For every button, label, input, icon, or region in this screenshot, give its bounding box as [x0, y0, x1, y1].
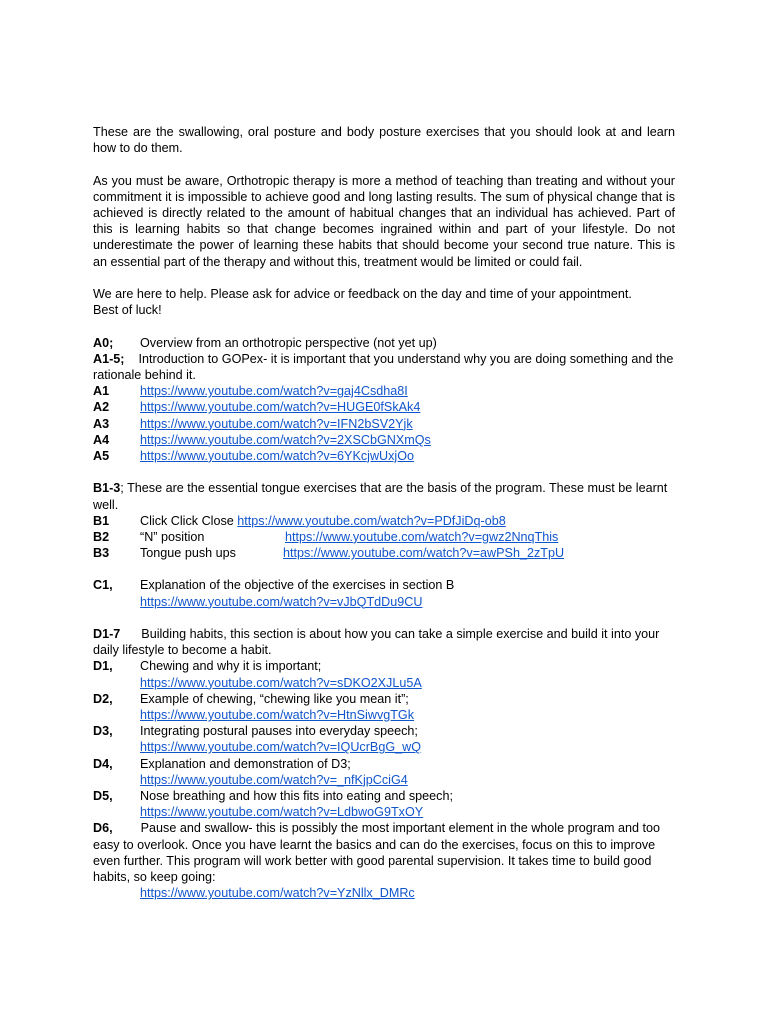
b-item-key: B3: [93, 546, 110, 561]
d3-link[interactable]: https://www.youtube.com/watch?v=IQUcrBgG_wQ: [140, 740, 422, 755]
intro-paragraph-4: Best of luck!: [93, 303, 162, 318]
d-item-key: D1,: [93, 659, 113, 674]
a-item-row: [93, 383, 675, 399]
d-item-row: [93, 756, 675, 772]
a-item-key: A3: [93, 416, 110, 431]
d1-7-key: D1-7: [93, 627, 121, 642]
d1-link[interactable]: https://www.youtube.com/watch?v=sDKO2XJLu5A: [140, 675, 422, 690]
d6-key: D6,: [93, 821, 113, 836]
b1-3-text: ; These are the essential tongue exercises that are the basis of the program. These must be learnt well.: [93, 481, 668, 512]
d6-line: [93, 820, 675, 885]
d1-7-text: Building habits, this section is about how you can take a simple exercise and build it into your daily lifestyle to become a habit.: [93, 627, 660, 658]
d-item-row: [93, 691, 675, 707]
a-item-key: A1: [93, 384, 110, 399]
a1-5-key: A1-5;: [93, 351, 125, 366]
d6-text: Pause and swallow- this is possibly the most important element in the whole program and too easy to overlook. Once you have learnt the basics and can do the exercises, focus on this to improve even further. This program will work better with good parental supervision. It takes time to build good habits, so keep going:: [93, 821, 661, 885]
a2-link[interactable]: https://www.youtube.com/watch?v=HUGE0fSkAk4: [140, 400, 421, 415]
d3-text: Integrating postural pauses into everyday speech;: [140, 724, 418, 739]
a1-5-line: [93, 351, 675, 383]
d1-7-line: [93, 626, 675, 658]
a-item-key: A5: [93, 448, 110, 463]
a-item-row: [93, 448, 675, 464]
d-item-key: D5,: [93, 789, 113, 804]
intro-paragraph-3: We are here to help. Please ask for advice or feedback on the day and time of your appointment.: [93, 287, 632, 301]
a0-text: Overview from an orthotropic perspective (not yet up): [140, 335, 437, 350]
b-item-key: B2: [93, 529, 110, 544]
a4-link[interactable]: https://www.youtube.com/watch?v=2XSCbGNXmQs: [140, 432, 431, 447]
b-item-row: [93, 529, 675, 545]
d-item-row: [93, 723, 675, 739]
d2-text: Example of chewing, “chewing like you mean it”;: [140, 691, 409, 706]
a-item-key: A4: [93, 432, 110, 447]
a1-link[interactable]: https://www.youtube.com/watch?v=gaj4Csdha8I: [140, 384, 408, 399]
a-item-row: [93, 432, 675, 448]
a0-key: A0;: [93, 335, 114, 350]
c1-line: [93, 577, 675, 593]
a-item-key: A2: [93, 400, 110, 415]
a-item-row: [93, 399, 675, 415]
a3-link[interactable]: https://www.youtube.com/watch?v=IFN2bSV2Yjk: [140, 416, 413, 431]
document-page: [93, 124, 675, 901]
d6-link[interactable]: https://www.youtube.com/watch?v=YzNllx_DMRc: [140, 886, 415, 901]
d5-text: Nose breathing and how this fits into eating and speech;: [140, 789, 453, 804]
c1-text: Explanation of the objective of the exercises in section B: [140, 578, 455, 593]
d5-link[interactable]: https://www.youtube.com/watch?v=LdbwoG9TxOY: [140, 805, 424, 820]
b1-link[interactable]: https://www.youtube.com/watch?v=PDfJiDq-ob8: [237, 513, 506, 528]
d-item-key: D2,: [93, 691, 113, 706]
b1-label: Click Click Close: [140, 513, 234, 528]
d-item-row: [93, 788, 675, 804]
b-item-row: [93, 513, 675, 529]
b3-link[interactable]: https://www.youtube.com/watch?v=awPSh_2zTpU: [283, 546, 565, 561]
b3-label: Tongue push ups: [140, 546, 236, 561]
d4-link[interactable]: https://www.youtube.com/watch?v=_nfKjpCciG4: [140, 772, 408, 787]
b2-label: “N” position: [140, 529, 205, 544]
d-item-row: [93, 658, 675, 674]
b-item-row: [93, 545, 675, 561]
b1-3-line: [93, 480, 675, 512]
d-item-key: D4,: [93, 756, 113, 771]
a-item-row: [93, 416, 675, 432]
a0-line: [93, 335, 675, 351]
b1-3-key: B1-3: [93, 481, 121, 496]
d2-link[interactable]: https://www.youtube.com/watch?v=HtnSiwvgTGk: [140, 708, 415, 723]
intro-paragraph-2: As you must be aware, Orthotropic therapy is more a method of teaching than treating and without your commitment it is impossible to achieve good and long lasting results. The sum of physical change that is achieved is directly related to the amount of habitual changes that an individual has achieved. Part of this is learning habits so that change becomes ingrained within and part of your lifestyle. Do not underestimate the power of learning these habits that should become your second true nature. This is an essential part of the therapy and without this, treatment would be limited or could fail.: [93, 173, 675, 269]
a5-link[interactable]: https://www.youtube.com/watch?v=6YKcjwUxjOo: [140, 448, 415, 463]
b-item-key: B1: [93, 513, 110, 528]
d-item-key: D3,: [93, 724, 113, 739]
b2-link[interactable]: https://www.youtube.com/watch?v=gwz2NnqThis: [285, 529, 559, 544]
intro-paragraph-1: These are the swallowing, oral posture and body posture exercises that you should look at and learn how to do them.: [93, 125, 675, 156]
c1-key: C1,: [93, 578, 113, 593]
a1-5-text: Introduction to GOPex- it is important that you understand why you are doing something and the rationale behind it.: [93, 351, 674, 382]
c1-link[interactable]: https://www.youtube.com/watch?v=vJbQTdDu9CU: [140, 594, 423, 609]
d4-text: Explanation and demonstration of D3;: [140, 756, 351, 771]
d1-text: Chewing and why it is important;: [140, 659, 322, 674]
